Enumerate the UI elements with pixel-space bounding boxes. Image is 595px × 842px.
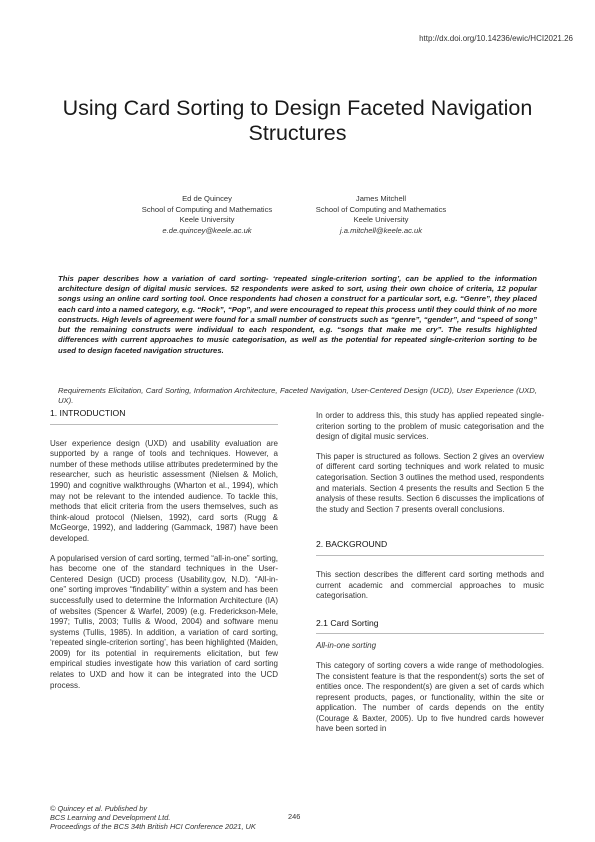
card-sorting-paragraph-1: This category of sorting covers a wide range of methodologies. The consistent feature is that the respondent(s) sorts the set of entities once. The respondent(s) are given a set of cards which represent products, pages, or functionality, within the site or application. The number of cards depends on the entity (Courage & Baxter, 2005). Up to five hundred cards however have been sorted in <box>316 660 544 734</box>
paper-title: Using Card Sorting to Design Faceted Navigation Structures <box>62 96 533 146</box>
intro-paragraph-2: A popularised version of card sorting, termed “all-in-one” sorting, has become one of the standard techniques in the User-Centered Design (UCD) process (Usability.gov, N.D). “All-in-one” sorting improves “findability” within a system and has been successfully used to determine the Information Architecture (IA) of websites (Spencer & Warfel, 2009) (e.g. Frederickson-Mele, 1997; Tullis, 2003; Tullis & Wood, 2004) and software menu systems (Tullis, 1985). In addition, a variation of card sorting, ‘repeated single-criterion sorting’, has been highlighted (Maiden, 2009) for its potential in requirements elicitation, but few empirical studies investigate how this variation of card sorting relates to UXD and how it can be integrated into the UCD process. <box>50 553 278 690</box>
intro-paragraph-1: User experience design (UXD) and usability evaluation are supported by a range of tools and techniques. However, a number of these methods utilise attributes predetermined by the researcher, such as heuristic assessment (Nielsen & Molich, 1990) and cognitive walkthroughs (Wharton et al., 1994), which may not be relevant to the intended audience. To tackle this, methods that elicit criteria from the users themselves, such as think-aloud protocol (Nielsen, 1992), card sorts (Rugg & McGeorge, 1992), and laddering (Gammack, 1987) have been developed. <box>50 438 278 543</box>
author-name: James Mitchell <box>355 194 407 203</box>
intro-paragraph-3: In order to address this, this study has applied repeated single-criterion sorting to the problem of music categorisation and the design of digital music services. <box>316 411 544 442</box>
right-column <box>316 411 544 744</box>
footer-line-1: © Quincey et al. Published by <box>50 804 148 813</box>
doi-link[interactable]: http://dx.doi.org/10.14236/ewic/HCI2021.26 <box>419 34 573 43</box>
author-email[interactable]: e.de.quincey@keele.ac.uk <box>162 225 252 235</box>
footer-line-3: Proceedings of the BCS 34th British HCI Conference 2021, UK <box>50 822 256 832</box>
author-department: School of Computing and Mathematics <box>315 204 447 214</box>
abstract: This paper describes how a variation of card sorting- ‘repeated single-criterion sorting’, can be applied to the information architecture design of digital music services. 52 respondents were asked to sort, using their own choice of criteria, 12 popular songs using an online card sorting tool. Once respondents had chosen a construct for a particular sort, e.g. “Genre”, they placed each card into a named category, e.g. “Rock”, “Pop”, and were encouraged to repeat this process until they could think of no more constructs. High levels of agreement were found for a small number of constructs such as “genre”, “gender”, and “speed of song” but the remaining constructs were individual to each respondent, e.g. “songs that make me cry”. The results highlighted differences with current approaches to music categorisation, as well as the potential for repeated single-criterion sorting to be used to design faceted navigation structures. <box>58 273 537 355</box>
subsection-heading-card-sorting: 2.1 Card Sorting <box>316 618 544 635</box>
background-paragraph-1: This section describes the different card sorting methods and current academic and commercial approaches to music categorisation. <box>316 569 544 601</box>
intro-paragraph-4: This paper is structured as follows. Section 2 gives an overview of different card sorting techniques and work related to music categorisation. Section 3 outlines the method used, respondents and materials. Section 4 presents the results and Section 5 the analysis of these results. Section 6 discusses the implications of the study and Section 7 presents overall conclusions. <box>316 451 544 514</box>
author-email[interactable]: j.a.mitchell@keele.ac.uk <box>340 225 422 235</box>
author-university: Keele University <box>179 215 235 224</box>
author-2 <box>286 194 476 236</box>
subsubsection-heading-all-in-one: All-in-one sorting <box>316 641 377 651</box>
copyright-footer <box>50 804 256 832</box>
page-number: 246 <box>288 812 301 821</box>
author-1 <box>112 194 302 236</box>
footer-line-2: BCS Learning and Development Ltd. <box>50 813 171 823</box>
section-heading-background: 2. BACKGROUND <box>316 539 544 556</box>
left-column <box>50 408 278 700</box>
section-heading-introduction: 1. INTRODUCTION <box>50 408 278 425</box>
keywords: Requirements Elicitation, Card Sorting, Information Architecture, Faceted Navigation, User-Centered Design (UCD), User Experience (UXD, UX). <box>58 385 537 405</box>
author-name: Ed de Quincey <box>182 194 232 203</box>
author-department: School of Computing and Mathematics <box>141 204 273 214</box>
author-university: Keele University <box>353 215 409 224</box>
